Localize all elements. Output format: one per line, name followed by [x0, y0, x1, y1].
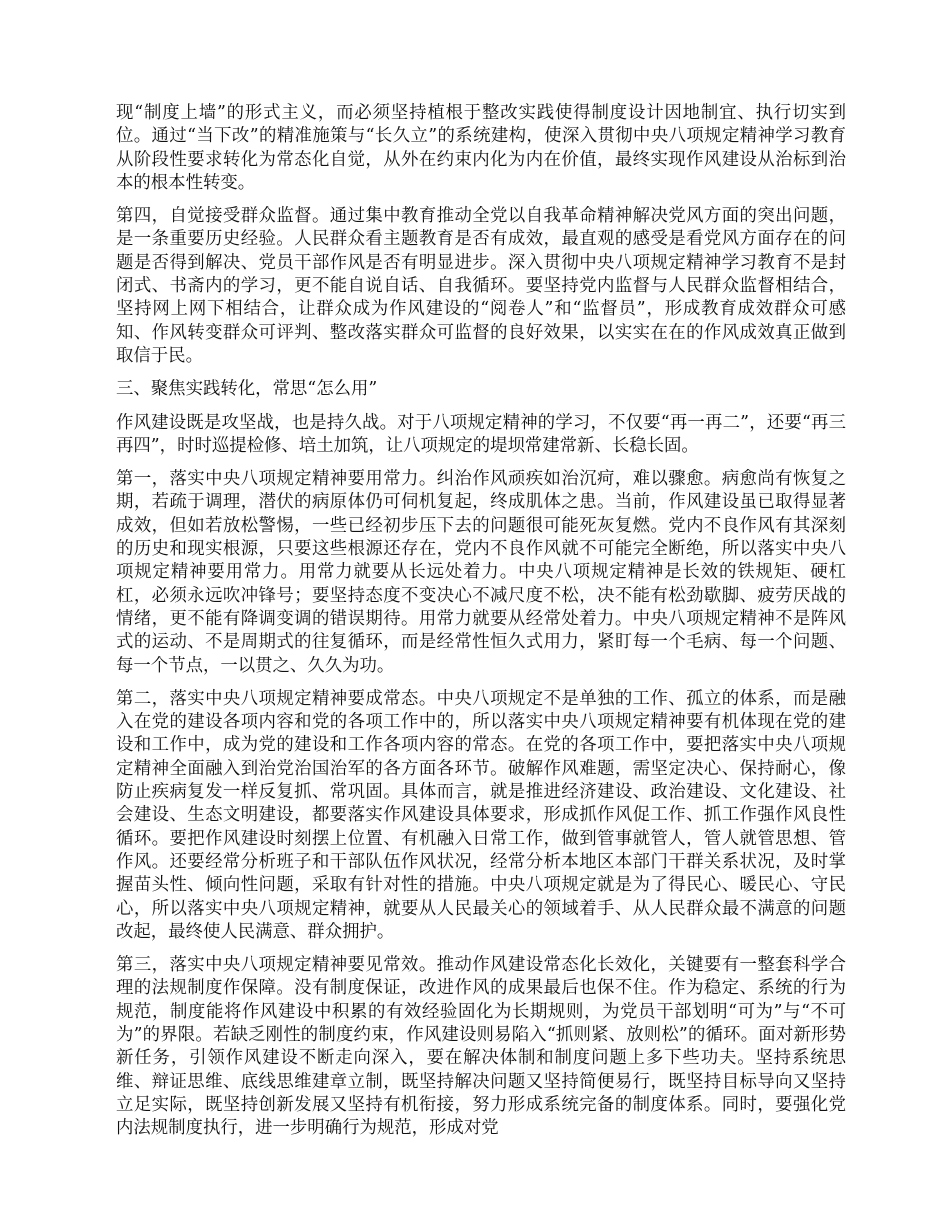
document-body — [116, 102, 846, 1150]
paragraph-section-intro: 作风建设既是攻坚战，也是持久战。对于八项规定精神的学习，不仅要“再一再二”，还要“再三再四”，时时巡提检修、培土加筑，让八项规定的堤坝常建常新、长稳长固。 — [116, 412, 846, 456]
section-heading: 三、聚焦实践转化，常思“怎么用” — [116, 379, 378, 400]
paragraph-third-point: 第三，落实中央八项规定精神要见常效。推动作风建设常态化长效化，关键要有一整套科学合理的法规制度作保障。没有制度保证，改进作风的成果最后也保不住。作为稳定、系统的行为规范，制度能将作风建设中积累的有效经验固化为长期规则，为党员干部划明“可为”与“不可为”的界限。若缺乏刚性的制度约束，作风建设则易陷入“抓则紧、放则松”的循环。面对新形势新任务，引领作风建设不断走向深入，要在解决体制和制度问题上多下些功夫。坚持系统思维、辩证思维、底线思维建章立制，既坚持解决问题又坚持简便易行，既坚持目标导向又坚持立足实际，既坚持创新发展又坚持有机衔接，努力形成系统完备的制度体系。同时，要强化党内法规制度执行，进一步明确行为规范，形成对党 — [116, 955, 846, 1139]
paragraph-second-point: 第二，落实中央八项规定精神要成常态。中央八项规定不是单独的工作、孤立的体系，而是融入在党的建设各项内容和党的各项工作中的，所以落实中央八项规定精神要有机体现在党的建设和工作中，成为党的建设和工作各项内容的常态。在党的各项工作中，要把落实中央八项规定精神全面融入到治党治国治军的各方面各环节。破解作风难题，需坚定决心、保持耐心，像防止疾病复发一样反复抓、常巩固。具体而言，就是推进经济建设、政治建设、文化建设、社会建设、生态文明建设，都要落实作风建设具体要求，形成抓作风促工作、抓工作强作风良性循环。要把作风建设时刻摆上位置、有机融入日常工作，做到管事就管人，管人就管思想、管作风。还要经常分析班子和干部队伍作风状况，经常分析本地区本部门干群关系状况，及时掌握苗头性、倾向性问题，采取有针对性的措施。中央八项规定就是为了得民心、暖民心、守民心，所以落实中央八项规定精神，就要从人民最关心的领域着手、从人民群众最不满意的问题改起，最终使人民满意、群众拥护。 — [116, 688, 846, 942]
paragraph-continuation: 现“制度上墙”的形式主义，而必须坚持植根于整改实践使得制度设计因地制宜、执行切实到位。通过“当下改”的精准施策与“长久立”的系统建构，使深入贯彻中央八项规定精神学习教育从阶段性要求转化为常态化自觉，从外在约束内化为内在价值，最终实现作风建设从治标到治本的根本性转变。 — [116, 103, 846, 193]
paragraph-fourth-point: 第四，自觉接受群众监督。通过集中教育推动全党以自我革命精神解决党风方面的突出问题，是一条重要历史经验。人民群众看主题教育是否有成效，最直观的感受是看党风方面存在的问题是否得到解决、党员干部作风是否有明显进步。深入贯彻中央八项规定精神学习教育不是封闭式、书斋内的学习，更不能自说自话、自我循环。要坚持党内监督与人民群众监督相结合，坚持网上网下相结合，让群众成为作风建设的“阅卷人”和“监督员”，形成教育成效群众可感知、作风转变群众可评判、整改落实群众可监督的良好效果，以实实在在的作风成效真正做到取信于民。 — [116, 206, 846, 366]
paragraph-first-point: 第一，落实中央八项规定精神要用常力。纠治作风顽疾如治沉疴，难以骤愈。病愈尚有恢复之期，若疏于调理，潜伏的病原体仍可伺机复起，终成肌体之患。当前，作风建设虽已取得显著成效，但如若放松警惕，一些已经初步压下去的问题很可能死灰复燃。党内不良作风有其深刻的历史和现实根源，只要这些根源还存在，党内不良作风就不可能完全断绝，所以落实中央八项规定精神要用常力。用常力就要从长远处着力。中央八项规定精神是长效的铁规矩、硬杠杠，必须永远吹冲锋号；要坚持态度不变决心不减尺度不松，决不能有松劲歇脚、疲劳厌战的情绪，更不能有降调变调的错误期待。用常力就要从经常处着力。中央八项规定精神不是阵风式的运动、不是周期式的往复循环，而是经常性恒久式用力，紧盯每一个毛病、每一个问题、每一个节点，一以贯之、久久为功。 — [116, 469, 846, 676]
